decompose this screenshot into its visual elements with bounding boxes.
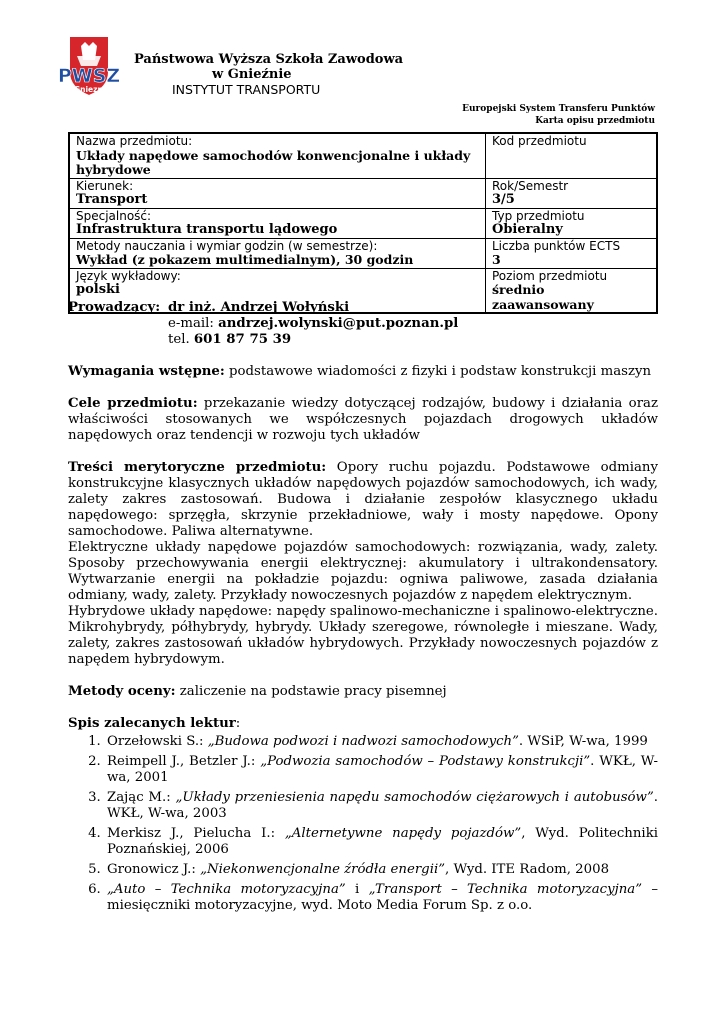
lecturer-block bbox=[68, 300, 658, 348]
goals-text: przekazanie wiedzy dotyczącej rodzajów, budowy i działania oraz właściwości stosowanych we współczesnych pojazdach drogowych układów napędowych oraz tendencji w rozwoju tych układów bbox=[68, 396, 658, 443]
list-item: 3. Zając M.: „Układy przeniesienia napędu samochodów ciężarowych i autobusów”. WKŁ, W-wa, 2003 bbox=[105, 790, 658, 822]
table-row bbox=[69, 238, 657, 268]
field-label: Kierunek: bbox=[76, 178, 134, 193]
institution-city: w Gnieźnie bbox=[212, 67, 292, 82]
field-value: Transport bbox=[76, 192, 148, 207]
list-item: 4. Merkisz J., Pielucha I.: „Alternetywne napędy pojazdów”, Wyd. Politechniki Poznańskiej, 2006 bbox=[105, 826, 658, 858]
list-item: 1. Orzełowski S.: „Budowa podwozi i nadwozi samochodowych”. WSiP, W-wa, 1999 bbox=[105, 734, 658, 750]
field-label: Specjalność: bbox=[76, 208, 152, 223]
lecturer-name: dr inż. Andrzej Wołyński bbox=[168, 300, 350, 315]
phone-label: tel. bbox=[168, 332, 194, 347]
readings-heading: Spis zalecanych lektur: bbox=[68, 716, 241, 731]
lecturer-phone: 601 87 75 39 bbox=[193, 332, 292, 347]
logo-text: PWSZ bbox=[57, 65, 121, 87]
readings-label: Spis zalecanych lektur bbox=[68, 716, 236, 731]
institute-name: INSTYTUT TRANSPORTU bbox=[172, 82, 321, 97]
field-label: Kod przedmiotu bbox=[492, 134, 587, 148]
teaching-methods-cell bbox=[69, 238, 486, 268]
institution-name: Państwowa Wyższa Szkoła Zawodowa bbox=[134, 52, 404, 67]
logo-subtext: Gniezno bbox=[73, 85, 109, 94]
field-value: 3/5 bbox=[492, 192, 515, 207]
lecturer-details bbox=[168, 300, 458, 348]
requirements-label: Wymagania wstępne: bbox=[68, 364, 225, 379]
field-value: 3 bbox=[492, 252, 501, 267]
contents-electric-paragraph: Elektryczne układy napędowe pojazdów samochodowych: rozwiązania, wady, zalety. Sposoby przechowywania energii elektrycznej: akumulatory i ultrakondensatory. Wytwarzanie energii na pokładzie pojazdu: ogniwa paliwowe, zasada działania odmiany, wady, zalety. Przykłady nowoczesnych pojazdów z napędem elektrycznym. bbox=[68, 540, 658, 603]
field-value: Wykład (z pokazem multimedialnym), 30 godzin bbox=[76, 252, 414, 267]
field-label: Typ przedmiotu bbox=[492, 208, 585, 223]
table-row bbox=[69, 133, 657, 178]
course-type-cell bbox=[486, 208, 658, 238]
contents-paragraph bbox=[68, 460, 658, 540]
field-label: Metody nauczania i wymiar godzin (w semestrze): bbox=[76, 238, 378, 253]
course-description bbox=[68, 300, 658, 918]
contents-label: Treści merytoryczne przedmiotu: bbox=[68, 460, 327, 475]
requirements-paragraph bbox=[68, 364, 658, 380]
ects-header bbox=[462, 103, 655, 127]
lecturer-email[interactable]: andrzej.wolynski@put.poznan.pl bbox=[218, 316, 459, 331]
pwsz-logo bbox=[55, 30, 123, 102]
specialization-cell bbox=[69, 208, 486, 238]
contents-hybrid-paragraph: Hybrydowe układy napędowe: napędy spalinowo-mechaniczne i spalinowo-elektryczne. Mikrohybrydy, półhybrydy, hybrydy. Układy szeregowe, równoległe i mieszane. Wady, zalety, zakres zastosowań układów hybrydowych. Przykłady nowoczesnych pojazdów z napędem hybrydowym. bbox=[68, 604, 658, 667]
course-info-table bbox=[68, 132, 658, 314]
field-value: Obieralny bbox=[492, 222, 563, 237]
assessment-text: zaliczenie na podstawie pracy pisemnej bbox=[175, 684, 447, 699]
assessment-label: Metody oceny: bbox=[68, 684, 176, 699]
field-label: Rok/Semestr bbox=[492, 178, 569, 193]
list-item: 6. „Auto – Technika motoryzacyjna” i „Transport – Technika motoryzacyjna” – miesięczniki motoryzacyjne, wyd. Moto Media Forum Sp. z o.o. bbox=[105, 882, 658, 914]
table-row bbox=[69, 208, 657, 238]
field-value: polski bbox=[76, 282, 120, 297]
readings-list bbox=[68, 734, 658, 914]
field-value: Infrastruktura transportu lądowego bbox=[76, 222, 338, 237]
field-label: Nazwa przedmiotu: bbox=[76, 134, 193, 148]
requirements-text: podstawowe wiadomości z fizyki i podstaw konstrukcji maszyn bbox=[224, 364, 652, 379]
lecturer-email-line bbox=[168, 316, 458, 332]
ects-system-title: Europejski System Transferu Punktów bbox=[462, 104, 655, 114]
goals-label: Cele przedmiotu: bbox=[68, 396, 198, 411]
year-semester-cell bbox=[486, 178, 658, 208]
course-card-title: Karta opisu przedmiotu bbox=[535, 116, 655, 126]
course-name-cell bbox=[69, 133, 486, 178]
field-label: Poziom przedmiotu bbox=[492, 268, 608, 283]
list-item: 2. Reimpell J., Betzler J.: „Podwozia samochodów – Podstawy konstrukcji”. WKŁ, W-wa, 2001 bbox=[105, 754, 658, 786]
assessment-paragraph bbox=[68, 684, 658, 700]
lecturer-phone-line bbox=[168, 332, 458, 348]
field-label: Liczba punktów ECTS bbox=[492, 238, 621, 253]
field-value: Układy napędowe samochodów konwencjonalne i układy hybrydowe bbox=[76, 147, 471, 177]
goals-paragraph bbox=[68, 396, 658, 444]
field-value: średnio zaawansowany bbox=[492, 282, 594, 312]
email-label: e-mail: bbox=[168, 316, 219, 331]
table-row bbox=[69, 178, 657, 208]
list-item: 5. Gronowicz J.: „Niekonwencjonalne źródła energii”, Wyd. ITE Radom, 2008 bbox=[105, 862, 658, 878]
course-code-cell bbox=[486, 133, 658, 178]
institution-header bbox=[120, 52, 420, 97]
field-of-study-cell bbox=[69, 178, 486, 208]
ects-points-cell bbox=[486, 238, 658, 268]
lecturer-label: Prowadzący: bbox=[68, 300, 161, 315]
contents-text: Opory ruchu pojazdu. Podstawowe odmiany konstrukcyjne klasycznych układów napędowych pojazdów samochodowych, ich wady, zalety zakres zastosowań. Budowa i działanie zespołów klasycznego układu napędowego: sprzęgła, skrzynie przekładniowe, wały i mosty napędowe. Opony samochodowe. Paliwa alternatywne. bbox=[68, 460, 658, 539]
field-label: Język wykładowy: bbox=[76, 268, 181, 283]
